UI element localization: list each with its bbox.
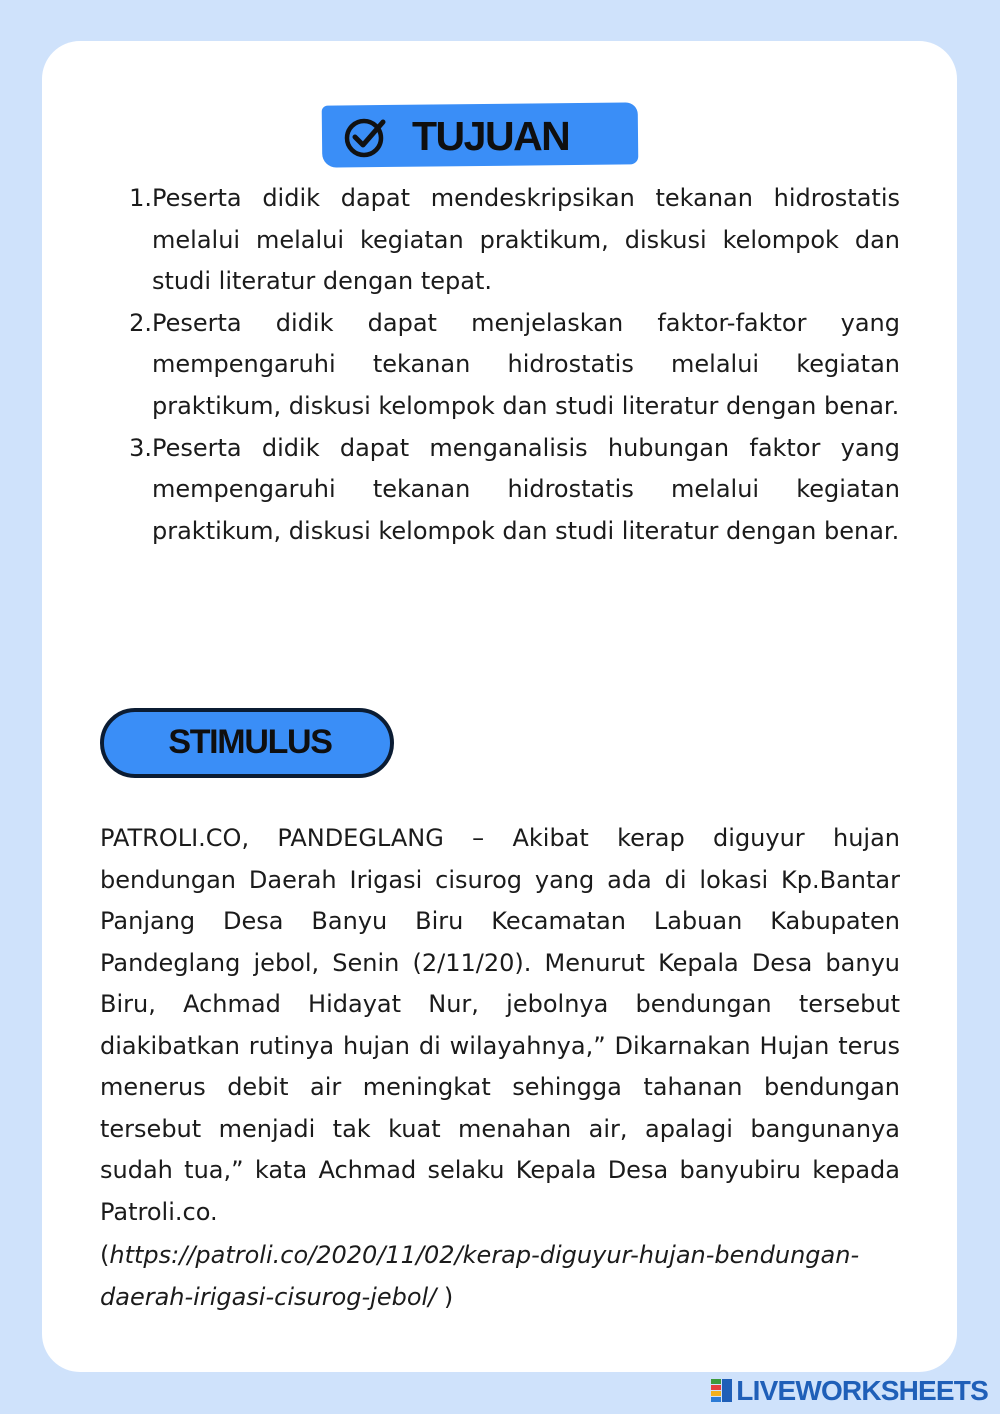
stimulus-body: PATROLI.CO, PANDEGLANG – Akibat kerap diguyur hujan bendungan Daerah Irigasi cisurog yang ada di lokasi Kp.Bantar Panjang Desa Banyu Biru Kecamatan Labuan Kabupaten Pandeglang jebol, Senin (2/11/20). Menurut Kepala Desa banyu Biru, Achmad Hidayat Nur, jebolnya bendungan tersebut diakibatkan rutinya hujan di wilayahnya,” Dikarnakan Hujan terus menerus debit air meningkat sehingga tahanan bendungan tersebut menjadi tak kuat menahan air, apalagi bangunanya sudah tua,” kata Achmad selaku Kepala Desa banyubiru kepada Patroli.co. [100, 824, 900, 1226]
goal-number: 2. [129, 308, 152, 337]
goal-text: Peserta didik dapat menganalisis hubungan faktor yang mempengaruhi tekanan hidrostatis melalui kegiatan praktikum, diskusi kelompok dan studi literatur dengan benar. [152, 433, 900, 545]
goal-text: Peserta didik dapat menjelaskan faktor-faktor yang mempengaruhi tekanan hidrostatis melalui kegiatan praktikum, diskusi kelompok dan studi literatur dengan benar. [152, 308, 900, 420]
stimulus-source [100, 1235, 900, 1318]
check-circle-icon [343, 113, 389, 159]
source-open-paren: ( [100, 1241, 110, 1269]
stimulus-heading: STIMULUS [168, 723, 332, 761]
source-link[interactable]: https://patroli.co/2020/11/02/kerap-diguyur-hujan-bendungan-daerah-irigasi-cisurog-jebol/ [100, 1241, 860, 1311]
goal-number: 1. [129, 184, 152, 212]
liveworksheets-logo-icon [711, 1379, 733, 1403]
liveworksheets-brand[interactable] [711, 1376, 988, 1406]
goal-list [118, 178, 900, 552]
goal-item [118, 303, 900, 428]
goal-item [118, 178, 900, 303]
brand-name: LIVEWORKSHEETS [736, 1375, 988, 1406]
goal-text: Peserta didik dapat mendeskripsikan tekanan hidrostatis melalui melalui kegiatan praktikum, diskusi kelompok dan studi literatur dengan tepat. [152, 184, 900, 296]
tujuan-heading: TUJUAN [412, 113, 570, 159]
goal-item [118, 428, 900, 553]
source-close-paren: ) [436, 1282, 454, 1311]
goal-number: 3. [129, 433, 152, 462]
